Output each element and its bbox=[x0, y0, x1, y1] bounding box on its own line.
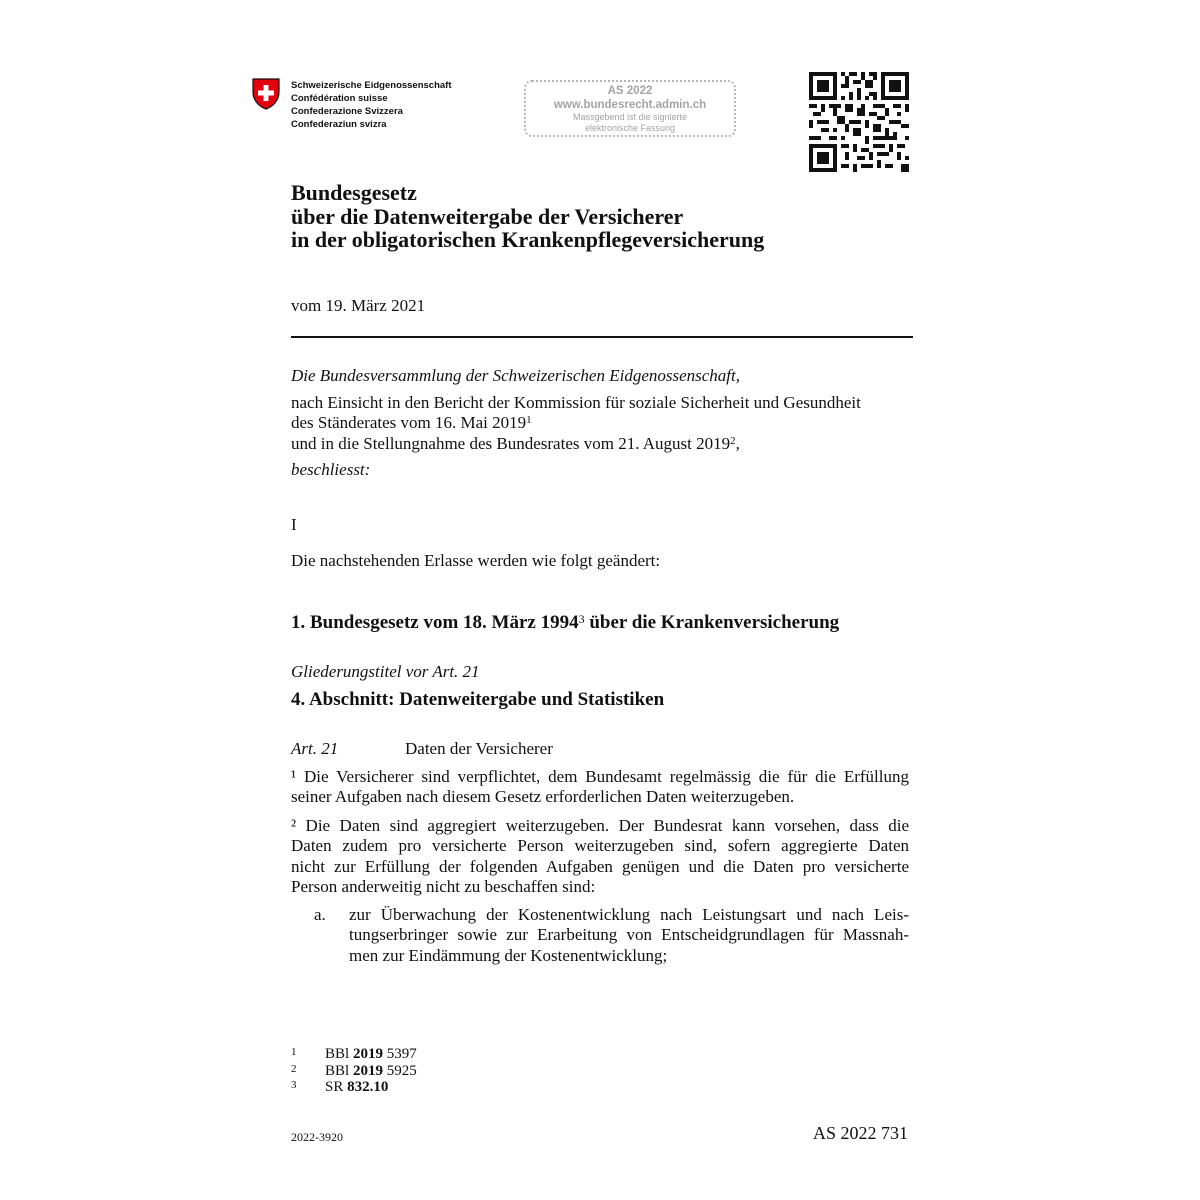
stamp-note-2: elektronische Fassung bbox=[584, 123, 676, 133]
footnotes bbox=[291, 1046, 417, 1096]
footnote-ref-1[interactable]: 1 bbox=[526, 414, 532, 426]
enactment-date: vom 19. März 2021 bbox=[291, 296, 426, 315]
section-heading: 4. Abschnitt: Datenweitergabe und Statistiken bbox=[291, 689, 665, 710]
footnote-2: 2 BBl 2019 5925 bbox=[291, 1062, 417, 1079]
footnote-1: 1 BBl 2019 5397 bbox=[291, 1046, 417, 1062]
swiss-cross-shield-icon bbox=[252, 78, 280, 110]
act-heading: 1. Bundesgesetz vom 18. März 1994$^3$ über die Krankenversicherung bbox=[291, 612, 840, 633]
structure-note: Gliederungstitel vor Art. 21 bbox=[291, 662, 480, 681]
confederation-name-it: Confederazione Svizzera bbox=[291, 106, 403, 117]
confederation-name-fr: Confédération suisse bbox=[291, 93, 388, 104]
confederation-names bbox=[291, 79, 452, 131]
qr-code-icon bbox=[809, 72, 909, 172]
list-item-a: zur Überwachung der Kostenentwicklung nach Leistungsart und nach Leis- tungserbringer sowie zur Erarbeitung von Entscheidgrundlagen für Massnah- men zur Eindämmung der Kostenentwicklung; bbox=[349, 905, 909, 965]
footnote-ref-2[interactable]: 2 bbox=[730, 435, 736, 447]
preamble-resolves: beschliesst: bbox=[291, 460, 371, 479]
intro-text: Die nachstehenden Erlasse werden wie folgt geändert: bbox=[291, 551, 661, 570]
official-collection-reference: AS 2022 731 bbox=[812, 1123, 908, 1143]
list-item-letter-a: a. bbox=[314, 905, 326, 924]
title-divider bbox=[291, 336, 913, 338]
article-number: Art. 21 bbox=[291, 739, 339, 758]
title-line-3: in der obligatorischen Krankenpflegeversicherung bbox=[291, 227, 765, 252]
preamble-authority: Die Bundesversammlung der Schweizerischen Eidgenossenschaft, bbox=[291, 366, 740, 385]
stamp-note-1: Massgebend ist die signierte bbox=[572, 112, 688, 122]
article-paragraph-2: ² Die Daten sind aggregiert weiterzugeben. Der Bundesrat kann vorsehen, dass die Daten zudem pro versicherte Person weiterzugeben sind, sofern aggregierte Daten nicht zur Erfüllung der folgenden Aufgaben genügen und die Daten pro versicherte Person anderweitig nicht zu beschaffen sind: bbox=[291, 816, 909, 896]
article-title: Daten der Versicherer bbox=[405, 739, 553, 758]
article-paragraph-1: ¹ Die Versicherer sind verpflichtet, dem Bundesamt regelmässig die für die Erfüllung seiner Aufgaben nach diesem Gesetz erforderlichen Daten weiterzugeben. bbox=[291, 767, 909, 807]
confederation-name-de: Schweizerische Eidgenossenschaft bbox=[291, 80, 452, 91]
document-title bbox=[291, 181, 764, 252]
confederation-name-rm: Confederaziun svizra bbox=[291, 119, 387, 130]
document-number: 2022-3920 bbox=[291, 1130, 343, 1144]
title-line-1: Bundesgesetz bbox=[291, 180, 417, 205]
preamble-line-3: und in die Stellungnahme des Bundesrates vom 21. August 2019$^2$, bbox=[291, 434, 740, 453]
publication-stamp bbox=[524, 80, 736, 137]
footnote-3: 3 SR 832.10 bbox=[291, 1079, 389, 1095]
preamble-line-1: nach Einsicht in den Bericht der Kommission für soziale Sicherheit und Gesundheit bbox=[291, 393, 861, 412]
title-line-2: über die Datenweitergabe der Versicherer bbox=[291, 203, 684, 229]
stamp-collection: AS 2022 bbox=[607, 85, 653, 97]
stamp-url: www.bundesrecht.admin.ch bbox=[553, 99, 707, 111]
section-numeral: I bbox=[291, 515, 297, 534]
footnote-ref-3[interactable]: 3 bbox=[578, 612, 585, 626]
preamble-line-2: des Ständerates vom 16. Mai 2019$^1$ bbox=[291, 413, 532, 432]
